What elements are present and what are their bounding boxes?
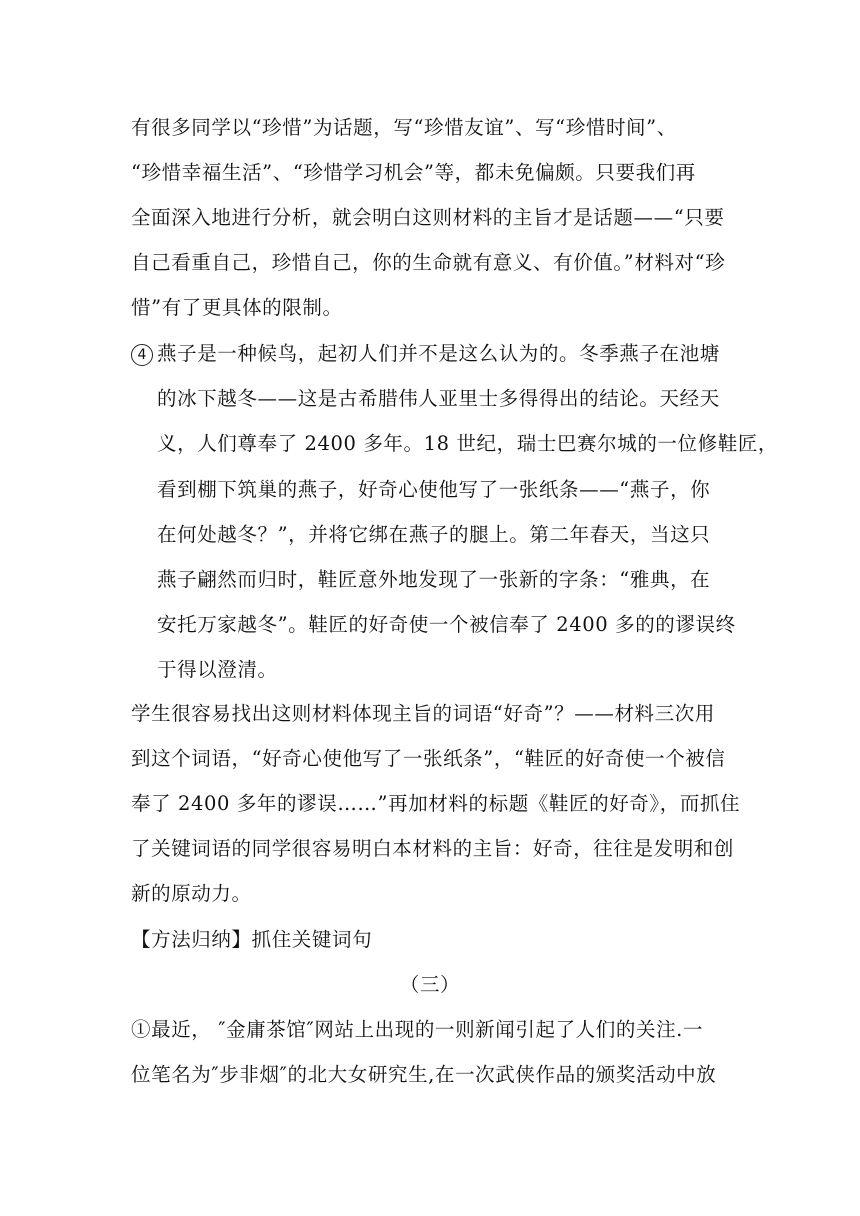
material-4-line-3: 义，人们尊奉了 2400 多年。18 世纪，瑞士巴赛尔城的一位修鞋匠， xyxy=(157,432,779,455)
paragraph-3-line-1: ①最近， ″金庸茶馆″网站上出现的一则新闻引起了人们的关注.一 xyxy=(131,1018,704,1041)
section-heading: （三） xyxy=(399,973,461,996)
material-4-line-7: 安托万家越冬”。鞋匠的好奇使一个被信奉了 2400 多的的谬误终 xyxy=(157,613,736,636)
paragraph-3-line-2: 位笔名为″步非烟″的北大女研究生,在一次武侠作品的颁奖活动中放 xyxy=(131,1063,717,1086)
paragraph-2-line-4: 了关键词语的同学很容易明白本材料的主旨：好奇，往往是发明和创 xyxy=(131,837,735,860)
method-summary: 【方法归纳】抓住关键词句 xyxy=(131,928,373,951)
paragraph-1-line-3: 全面深入地进行分析，就会明白这则材料的主旨才是话题——“只要 xyxy=(131,206,725,229)
paragraph-2-line-2: 到这个词语，“好奇心使他写了一张纸条”，“鞋匠的好奇使一个被信 xyxy=(131,747,726,770)
paragraph-1-line-4: 自己看重自己，珍惜自己，你的生命就有意义、有价值。”材料对“珍 xyxy=(131,251,726,274)
material-4-line-2: 的冰下越冬——这是古希腊伟人亚里士多得得出的结论。天经天 xyxy=(157,387,720,410)
material-4-line-8: 于得以澄清。 xyxy=(157,658,278,681)
material-number-badge: 4 xyxy=(131,344,153,366)
material-4-line-5: 在何处越冬？”，并将它绑在燕子的腿上。第二年春天，当这只 xyxy=(157,523,711,546)
material-4-line-1: 燕子是一种候鸟，起初人们并不是这么认为的。冬季燕子在池塘 xyxy=(157,342,720,365)
material-4-line-4: 看到棚下筑巢的燕子，好奇心使他写了一张纸条——“燕子，你 xyxy=(157,478,711,501)
paragraph-1-line-2: “珍惜幸福生活”、“珍惜学习机会”等，都未免偏颇。只要我们再 xyxy=(131,161,696,184)
paragraph-1-line-5: 惜”有了更具体的限制。 xyxy=(131,296,343,319)
paragraph-1-line-1: 有很多同学以“珍惜”为话题，写“珍惜友谊”、写“珍惜时间”、 xyxy=(131,116,677,139)
material-4-line-6: 燕子翩然而归时，鞋匠意外地发现了一张新的字条：“雅典，在 xyxy=(157,568,711,591)
paragraph-2-line-5: 新的原动力。 xyxy=(131,882,252,905)
paragraph-2-line-1: 学生很容易找出这则材料体现主旨的词语“好奇”？——材料三次用 xyxy=(131,702,715,725)
paragraph-2-line-3: 奉了 2400 多年的谬误……”再加材料的标题《鞋匠的好奇》，而抓住 xyxy=(131,792,741,815)
